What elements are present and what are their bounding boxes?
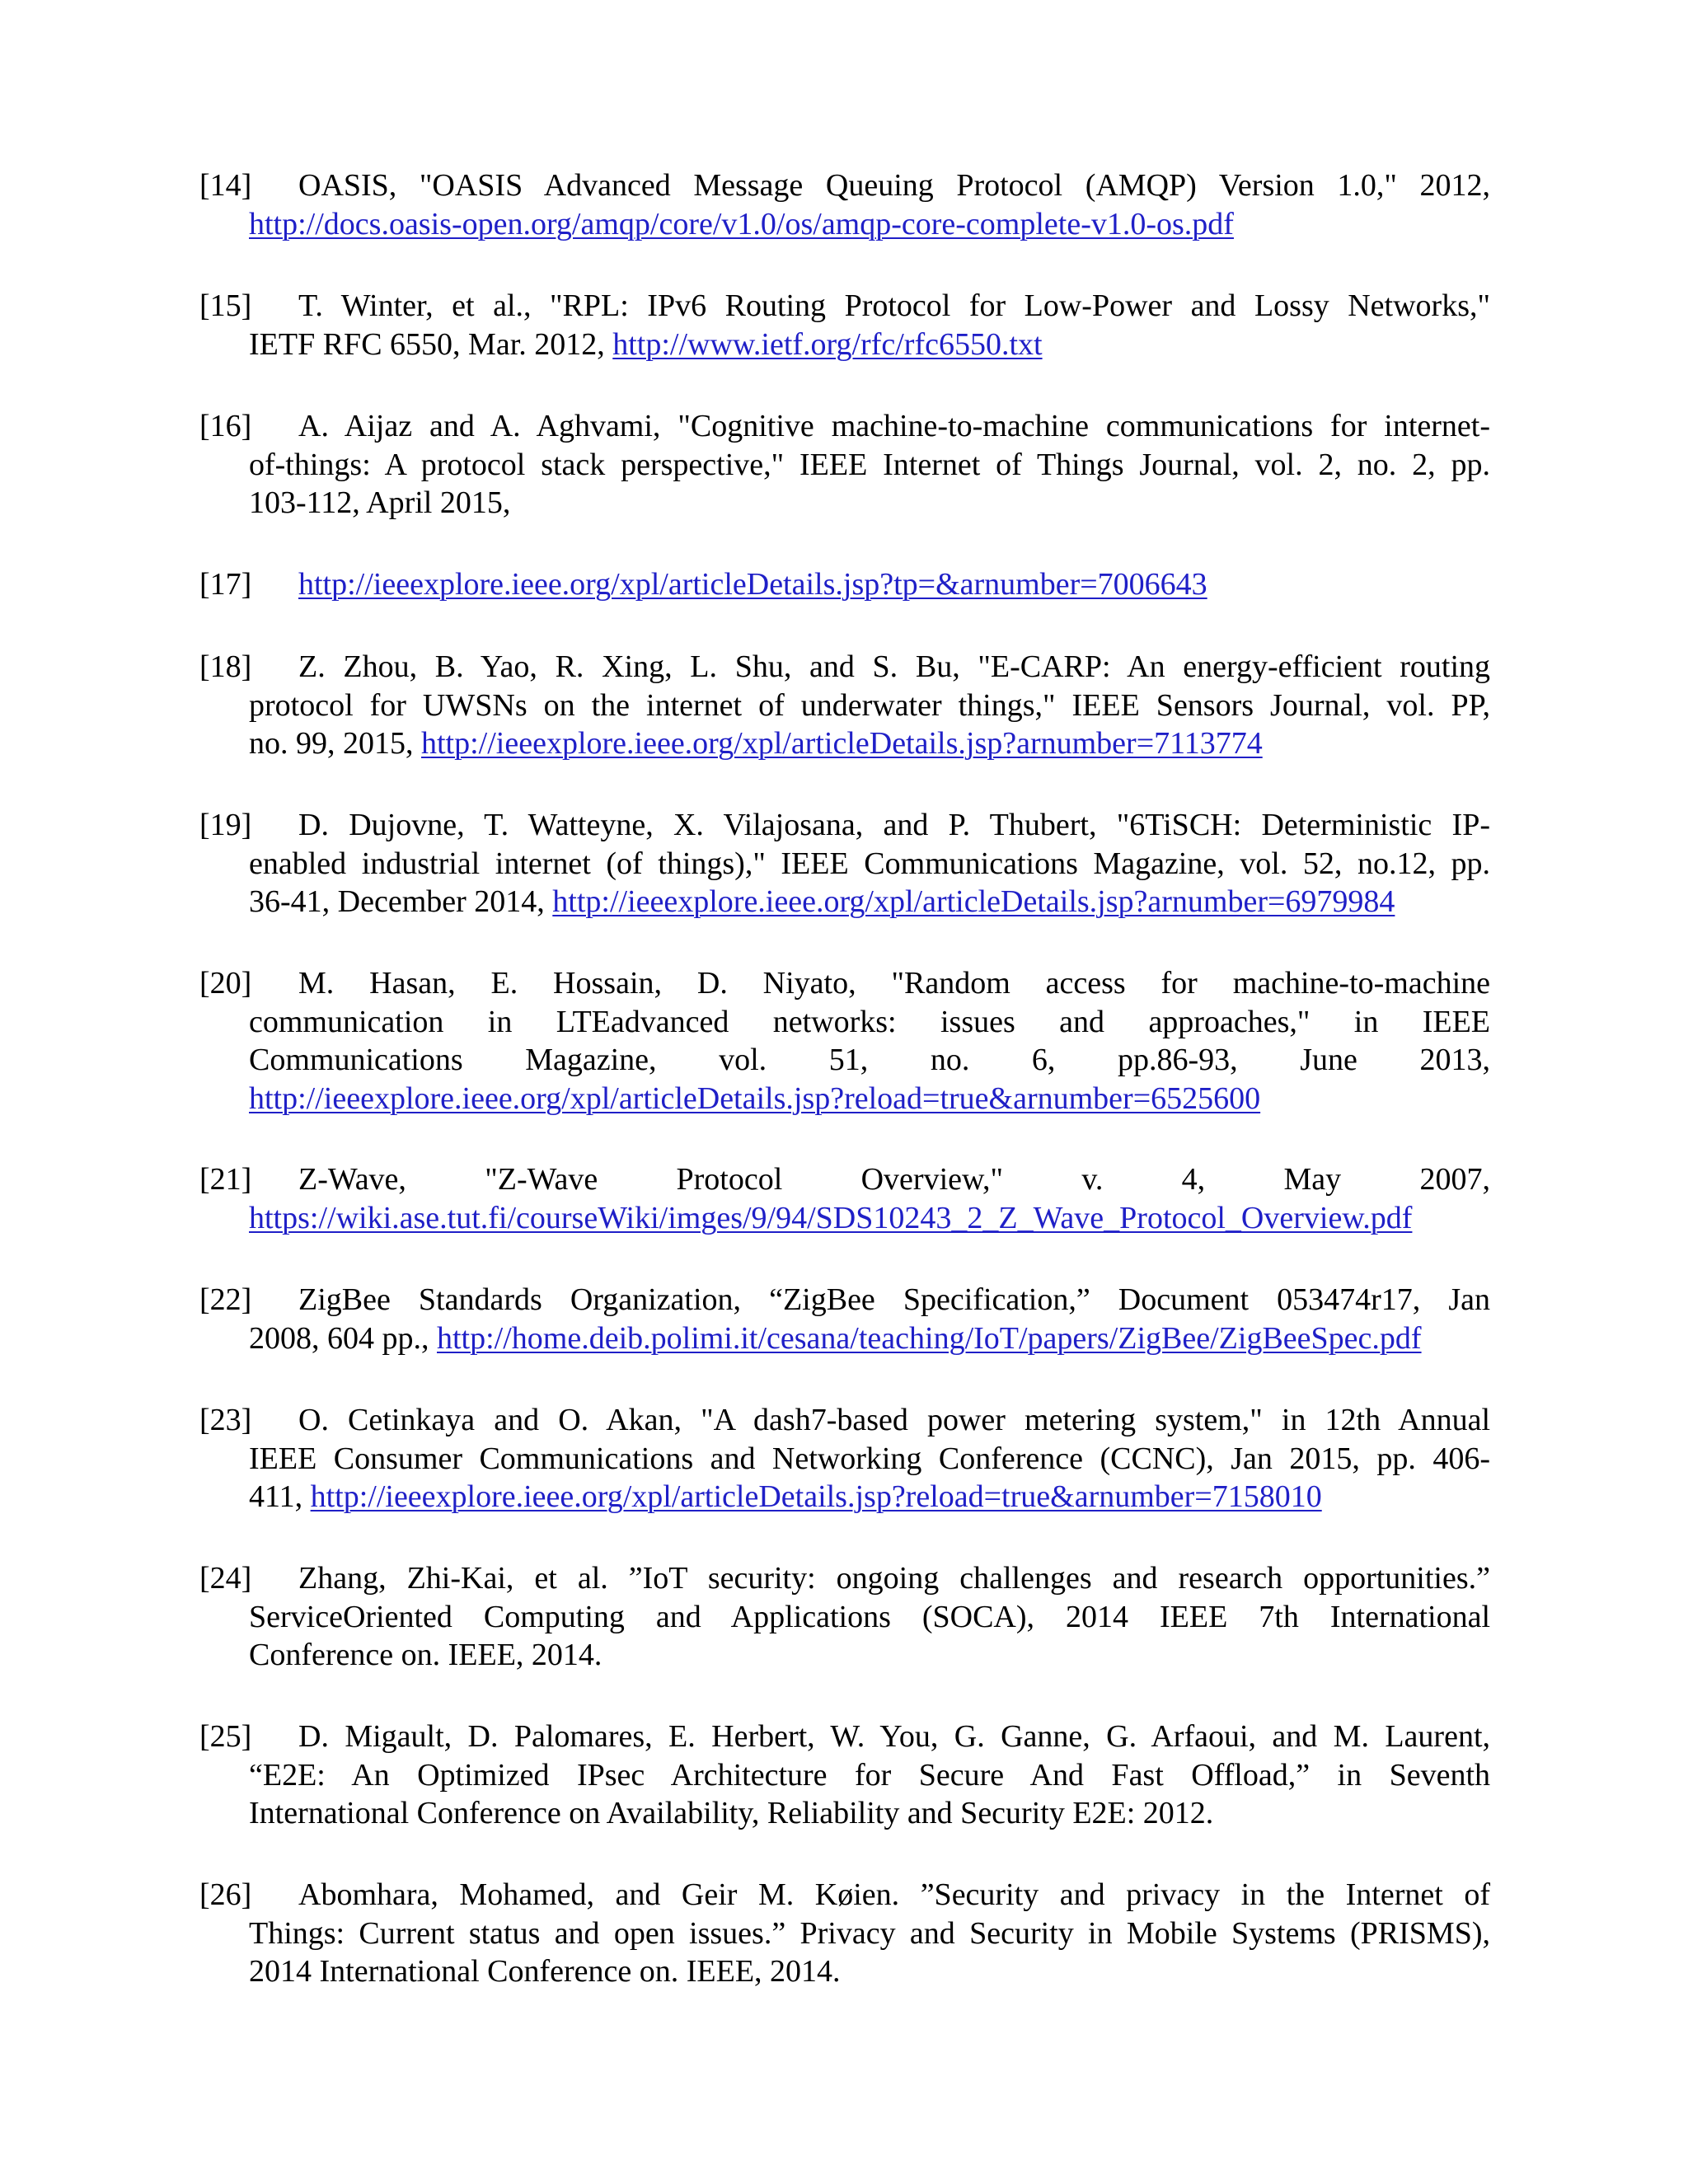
- reference-number: [16]: [199, 409, 252, 443]
- reference-text: of-things: A protocol stack perspective," IEEE Internet of Things Journal, vol. 2, no. 2, pp.: [249, 447, 1490, 482]
- reference-text: O. Cetinkaya and O. Akan, "A dash7-based power metering system," in 12th Annual: [298, 1403, 1490, 1437]
- reference-text: Things: Current status and open issues.” Privacy and Security in Mobile Systems (PRISMS),: [249, 1915, 1490, 1951]
- reference-text: 2014 International Conference on. IEEE, 2014.: [249, 1954, 841, 1989]
- reference-text: A. Aijaz and A. Aghvami, "Cognitive machine-to-machine communications for internet-: [298, 409, 1490, 443]
- reference-number: [15]: [199, 288, 252, 323]
- reference-number: [21]: [199, 1162, 252, 1197]
- reference-text: ZigBee Standards Organization, “ZigBee Specification,” Document 053474r17, Jan: [298, 1282, 1490, 1317]
- reference-number: [23]: [199, 1403, 252, 1437]
- reference-number: [14]: [199, 168, 252, 203]
- reference-text: International Conference on Availability, Reliability and Security E2E: 2012.: [249, 1796, 1214, 1830]
- reference-text: 36-41, December 2014,: [249, 884, 553, 919]
- reference-26: [199, 1876, 1490, 1991]
- reference-text: no. 99, 2015,: [249, 726, 421, 761]
- reference-text: IETF RFC 6550, Mar. 2012,: [249, 326, 613, 362]
- reference-text: IEEE Consumer Communications and Networking Conference (CCNC), Jan 2015, pp. 406-: [249, 1441, 1490, 1476]
- reference-link[interactable]: http://ieeexplore.ieee.org/xpl/articleDetails.jsp?reload=true&arnumber=7158010: [310, 1479, 1322, 1514]
- reference-text: D. Dujovne, T. Watteyne, X. Vilajosana, and P. Thubert, "6TiSCH: Deterministic IP-: [298, 808, 1490, 842]
- reference-17: [199, 565, 1490, 604]
- reference-text: 2008, 604 pp.,: [249, 1320, 437, 1356]
- reference-text: Z. Zhou, B. Yao, R. Xing, L. Shu, and S. Bu, "E-CARP: An energy-efficient routing: [298, 649, 1490, 684]
- reference-16: [199, 407, 1490, 523]
- reference-link[interactable]: http://ieeexplore.ieee.org/xpl/articleDetails.jsp?reload=true&arnumber=6525600: [249, 1080, 1261, 1116]
- reference-number: [19]: [199, 808, 252, 842]
- reference-24: [199, 1559, 1490, 1675]
- reference-link[interactable]: http://ieeexplore.ieee.org/xpl/articleDetails.jsp?tp=&arnumber=7006643: [298, 567, 1207, 602]
- reference-text: Abomhara, Mohamed, and Geir M. Køien. ”Security and privacy in the Internet of: [298, 1877, 1490, 1912]
- reference-number: [22]: [199, 1282, 252, 1317]
- reference-text: Conference on. IEEE, 2014.: [249, 1638, 603, 1672]
- reference-text: Zhang, Zhi-Kai, et al. ”IoT security: ongoing challenges and research opportunities.”: [298, 1561, 1490, 1596]
- reference-link[interactable]: http://ieeexplore.ieee.org/xpl/articleDetails.jsp?arnumber=7113774: [421, 726, 1263, 761]
- reference-text: “E2E: An Optimized IPsec Architecture for Secure And Fast Offload,” in Seventh: [249, 1757, 1490, 1793]
- reference-23: [199, 1401, 1490, 1516]
- reference-25: [199, 1718, 1490, 1833]
- reference-text: enabled industrial internet (of things)," IEEE Communications Magazine, vol. 52, no.12, pp.: [249, 846, 1490, 881]
- reference-14: [199, 166, 1490, 243]
- reference-text: Communications Magazine, vol. 51, no. 6, pp.86-93, June 2013,: [249, 1043, 1490, 1077]
- reference-link[interactable]: http://ieeexplore.ieee.org/xpl/articleDetails.jsp?arnumber=6979984: [552, 884, 1395, 919]
- reference-text: 411,: [249, 1479, 311, 1514]
- reference-text: protocol for UWSNs on the internet of underwater things," IEEE Sensors Journal, vol. PP,: [249, 687, 1490, 723]
- reference-22: [199, 1281, 1490, 1357]
- reference-link[interactable]: http://docs.oasis-open.org/amqp/core/v1.0/os/amqp-core-complete-v1.0-os.pdf: [249, 206, 1234, 241]
- reference-18: [199, 648, 1490, 763]
- reference-text: Z-Wave, "Z-Wave Protocol Overview," v. 4, May 2007,: [298, 1162, 1490, 1197]
- reference-text: ServiceOriented Computing and Applications (SOCA), 2014 IEEE 7th International: [249, 1599, 1490, 1634]
- reference-20: [199, 964, 1490, 1118]
- reference-15: [199, 287, 1490, 363]
- reference-text: communication in LTEadvanced networks: issues and approaches," in IEEE: [249, 1004, 1490, 1039]
- reference-text: M. Hasan, E. Hossain, D. Niyato, "Random access for machine-to-machine: [298, 966, 1490, 1001]
- reference-link[interactable]: http://www.ietf.org/rfc/rfc6550.txt: [612, 326, 1043, 362]
- reference-number: [17]: [199, 567, 252, 602]
- reference-number: [18]: [199, 649, 252, 684]
- reference-number: [20]: [199, 966, 252, 1001]
- reference-21: [199, 1160, 1490, 1237]
- reference-number: [26]: [199, 1877, 252, 1912]
- reference-number: [24]: [199, 1561, 252, 1596]
- reference-19: [199, 806, 1490, 921]
- reference-text: 103-112, April 2015,: [249, 485, 511, 520]
- reference-number: [25]: [199, 1719, 252, 1754]
- reference-text: OASIS, "OASIS Advanced Message Queuing Protocol (AMQP) Version 1.0," 2012,: [298, 168, 1490, 203]
- reference-text: D. Migault, D. Palomares, E. Herbert, W. You, G. Ganne, G. Arfaoui, and M. Laurent,: [298, 1719, 1490, 1754]
- reference-text: T. Winter, et al., "RPL: IPv6 Routing Protocol for Low-Power and Lossy Networks,": [298, 288, 1490, 323]
- reference-link[interactable]: https://wiki.ase.tut.fi/courseWiki/imges/9/94/SDS10243_2_Z_Wave_Protocol_Overview.pdf: [249, 1200, 1413, 1235]
- reference-link[interactable]: http://home.deib.polimi.it/cesana/teaching/IoT/papers/ZigBee/ZigBeeSpec.pdf: [437, 1320, 1422, 1356]
